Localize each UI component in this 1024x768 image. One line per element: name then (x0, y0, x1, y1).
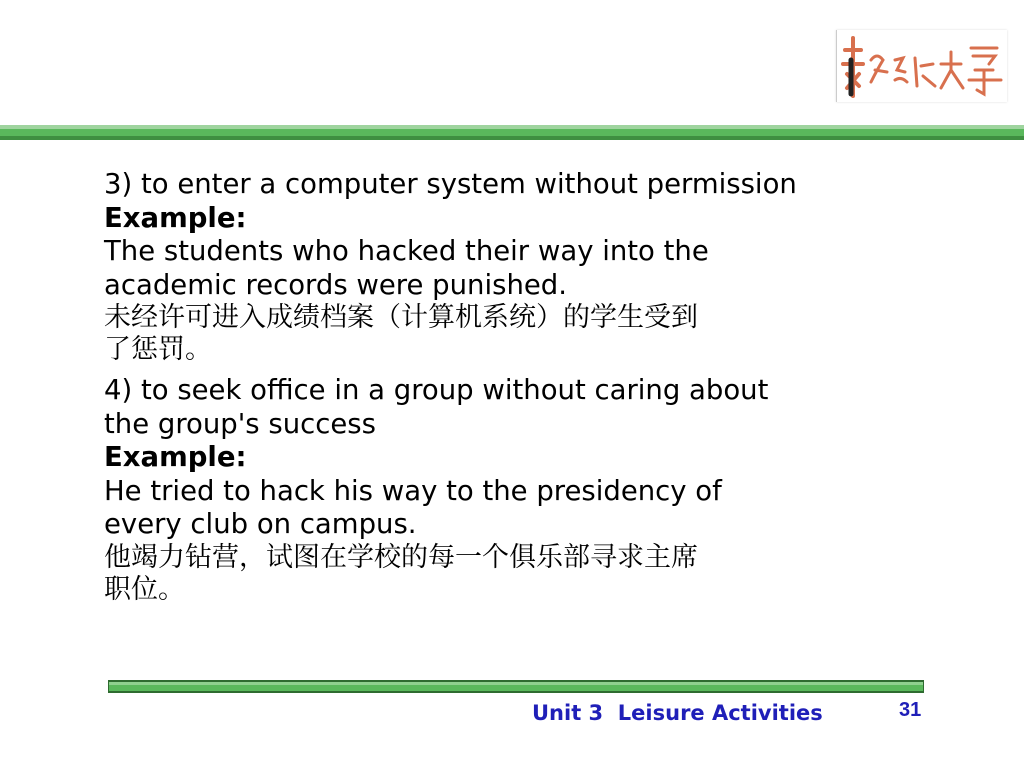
footer-divider-graphic (108, 680, 924, 693)
header-divider (0, 125, 1024, 140)
university-logo-graphic (837, 30, 1007, 102)
footer-unit-label: Unit 3 (532, 701, 604, 725)
footer-topic-label: Leisure Activities (617, 701, 823, 725)
example-label: Example: (104, 441, 247, 473)
university-logo (836, 30, 1007, 102)
definition-text: the group's success (104, 407, 376, 440)
example-sentence-line: The students who hacked their way into the (104, 235, 709, 267)
example-sentence-line: every club on campus. (104, 508, 417, 540)
example-label: Example: (104, 201, 247, 234)
slide-content (104, 168, 924, 614)
definition-item (104, 168, 924, 366)
example-translation-line: 他竭力钻营，试图在学校的每一个俱乐部寻求主席 (104, 541, 698, 573)
footer-unit-title (532, 701, 862, 725)
example-translation-line: 未经许可进入成绩档案（计算机系统）的学生受到 (104, 302, 698, 333)
example-translation-line: 了惩罚。 (104, 334, 212, 365)
page-number: 31 (899, 699, 922, 721)
definition-text: 3) to enter a computer system without permission (104, 168, 797, 200)
header-divider-graphic (0, 125, 1024, 140)
definition-text: 4) to seek office in a group without caring about (104, 374, 769, 406)
footer-divider (108, 680, 924, 693)
definition-item (104, 374, 924, 606)
example-translation-line: 职位。 (104, 573, 185, 605)
example-sentence-line: He tried to hack his way to the presidency of (104, 474, 722, 507)
example-sentence-line: academic records were punished. (104, 268, 568, 301)
